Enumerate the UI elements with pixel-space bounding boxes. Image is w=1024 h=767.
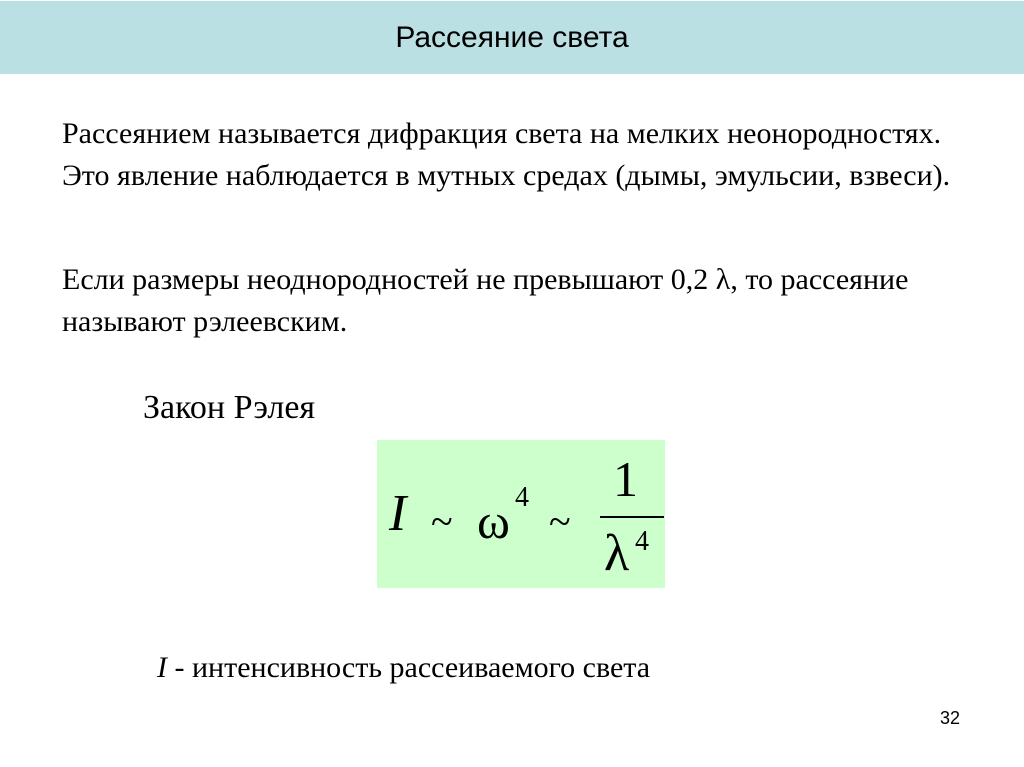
formula-intensity: I <box>389 485 407 542</box>
formula-omega: ω <box>477 493 510 549</box>
formula-omega-exponent: 4 <box>515 482 529 513</box>
formula-lambda: λ <box>604 525 630 582</box>
definition-symbol: I <box>157 651 167 684</box>
definition-text: - интенсивность рассеиваемого света <box>167 651 651 684</box>
slide-header <box>0 1 1024 74</box>
slide-title: Рассеяние света <box>395 21 629 54</box>
law-title: Закон Рэлея <box>143 389 316 426</box>
paragraph-definition: Рассеянием называется дифракция света на мелких неонородностях. Это явление наблюдается в мутных средах (дымы, эмульсии, взвеси). <box>62 117 951 192</box>
page-number: 32 <box>940 708 961 728</box>
formula-lambda-exponent: 4 <box>635 526 649 557</box>
rayleigh-formula <box>377 440 665 588</box>
formula-numerator: 1 <box>613 451 638 507</box>
paragraph-rayleigh-condition: Если размеры неоднородностей не превышают 0,2 λ, то рассеяние называют рэлеевским. <box>62 263 909 338</box>
intensity-definition <box>157 651 650 685</box>
formula-tilde: ~ <box>431 499 453 544</box>
formula-tilde: ~ <box>549 499 571 544</box>
fraction-bar <box>600 516 664 518</box>
